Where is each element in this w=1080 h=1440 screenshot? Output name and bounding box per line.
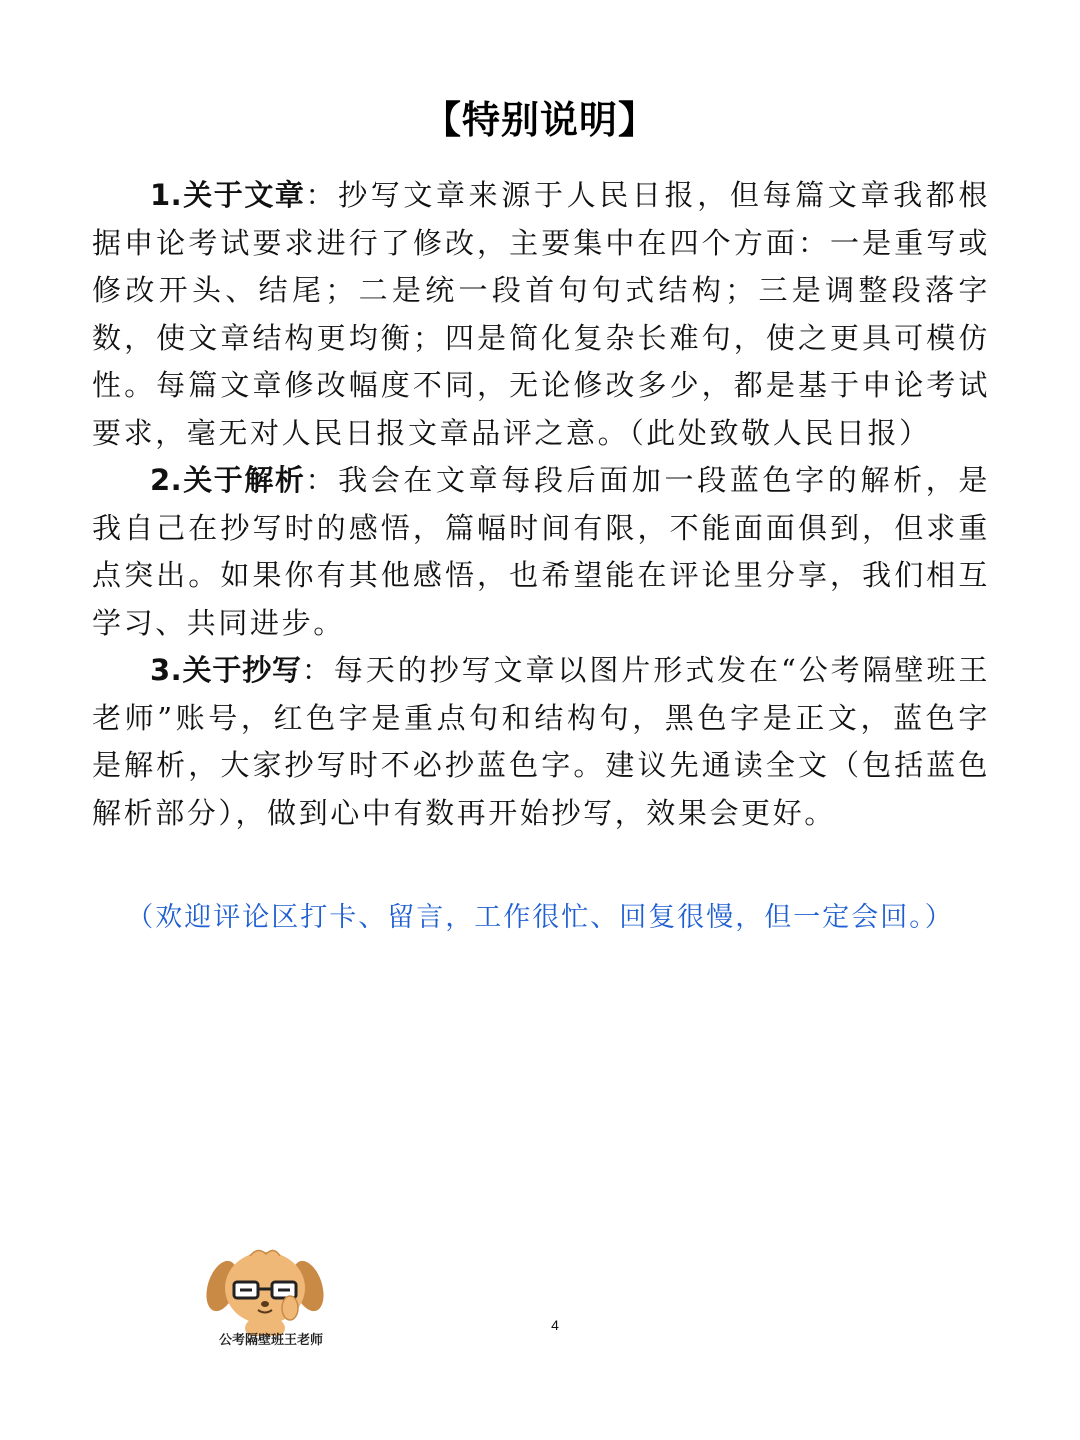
paragraph-text: ：我会在文章每段后面加一段蓝色字的解析，是我自己在抄写时的感悟，篇幅时间有限，不能面面俱到，但求重点突出。如果你有其他感悟，也希望能在评论里分享，我们相互学习、共同进步。 <box>92 463 990 640</box>
paragraph-lead: 1.关于文章 <box>150 178 306 212</box>
paragraph-copying <box>92 647 990 837</box>
paragraph-text: ：每天的抄写文章以图片形式发在“公考隔壁班王老师”账号，红色字是重点句和结构句，黑色字是正文，蓝色字是解析，大家抄写时不必抄蓝色字。建议先通读全文（包括蓝色解析部分），做到心中有数再开始抄写，效果会更好。 <box>92 653 990 830</box>
body-text <box>92 172 990 837</box>
page-title: 【特别说明】 <box>422 98 657 142</box>
page-number: 4 <box>551 1317 559 1333</box>
paragraph-article <box>92 172 990 457</box>
brand-name: 公考隔壁班王老师 <box>218 1333 323 1348</box>
paragraph-lead: 2.关于解析 <box>150 463 306 497</box>
comment-note: （欢迎评论区打卡、留言，工作很忙、回复很慢，但一定会回。） <box>126 902 954 933</box>
paragraph-text: ：抄写文章来源于人民日报，但每篇文章我都根据申论考试要求进行了修改，主要集中在四个方面：一是重写或修改开头、结尾；二是统一段首句句式结构；三是调整段落字数，使文章结构更均衡；四是简化复杂长难句，使之更具可模仿性。每篇文章修改幅度不同，无论修改多少，都是基于申论考试要求，毫无对人民日报文章品评之意。（此处致敬人民日报） <box>92 178 990 450</box>
paragraph-analysis <box>92 457 990 647</box>
dog-mascot-icon <box>206 1246 324 1336</box>
paragraph-lead: 3.关于抄写 <box>150 653 302 687</box>
